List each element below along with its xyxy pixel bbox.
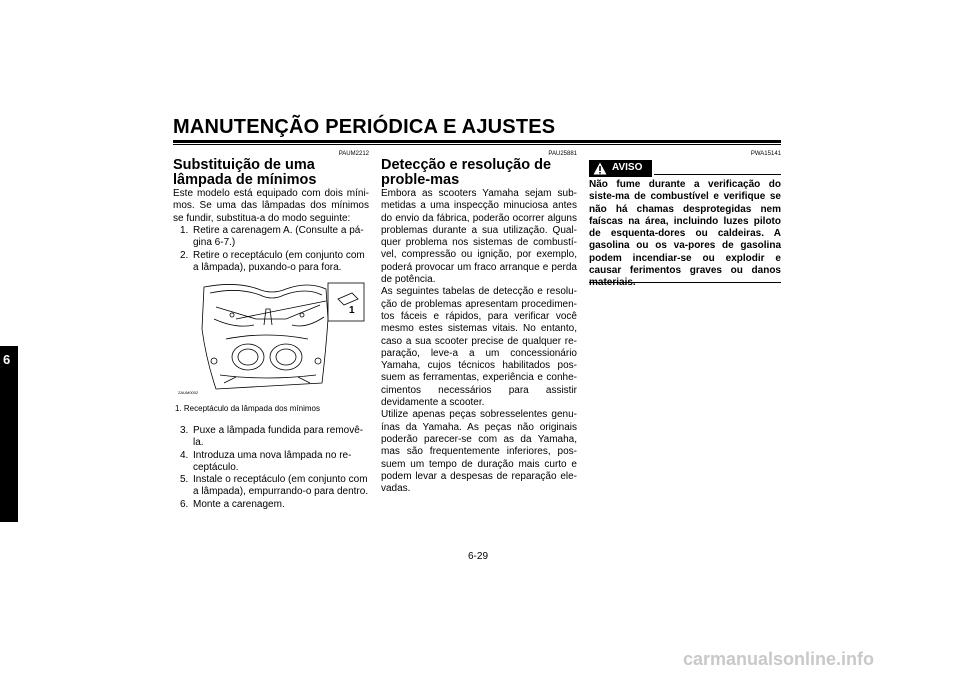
chapter-tab (0, 346, 18, 522)
troubleshooting-text (381, 188, 577, 495)
step-number: 5. (180, 474, 189, 486)
intro-paragraph: Este modelo está equipado com dois míni-mos. Se uma das lâmpadas dos mínimos se fundir, substitua-a do modo seguinte: (173, 188, 369, 224)
warning-label-box (589, 160, 652, 177)
list-item (173, 474, 369, 499)
paragraph: Utilize apenas peças sobresselentes genu-ínas da Yamaha. As peças não originais poderão parecer-se com as da Yamaha, mas são frequentemente inferiores, pos-suem um tempo de duração mais curto e podem levar a despesas de reparação ele-vadas. (381, 409, 577, 495)
header-rule-thin (173, 144, 781, 145)
section-code: PAU25881 (548, 151, 577, 157)
step-number: 2. (180, 249, 189, 261)
list-item (173, 499, 369, 511)
section-heading: Substituição de uma lâmpada de mínimos (173, 157, 317, 188)
warning-triangle-icon (593, 162, 607, 175)
figure-code: ZAUM0002 (178, 390, 199, 395)
figure-callout: 1 (349, 305, 355, 316)
paragraph: Embora as scooters Yamaha sejam sub-metidas a uma inspecção minuciosa antes do envio da fábrica, poderão ocorrer alguns problemas durante a sua utilização. Qual-quer problema nos sistemas de combustí-vel, compressão ou ignição, por exemplo, poderá provocar um fraco arranque e perda de potência. (381, 188, 577, 286)
steps-list-b (173, 425, 369, 511)
figure-caption: 1. Receptáculo da lâmpada dos mínimos (175, 404, 320, 413)
step-number: 3. (180, 425, 189, 436)
list-item (173, 250, 369, 275)
watermark-logo: carmanualsonline.info (683, 649, 875, 669)
step-text: Retire a carenagem A. (Consulte a pá-gina 6-7.) (193, 225, 364, 249)
header-rule (173, 140, 781, 143)
step-text: Retire o receptáculo (em conjunto com a lâmpada), puxando-o para fora. (193, 249, 365, 273)
chapter-number: 6 (3, 352, 11, 367)
front-cowling-drawing (176, 279, 370, 399)
step-text: Puxe a lâmpada fundida para removê-la. (193, 425, 364, 449)
step-number: 4. (180, 449, 189, 461)
page-number: 6-29 (468, 551, 489, 562)
list-item (173, 425, 369, 450)
warning-end-rule (589, 282, 781, 283)
section-code: PWA15141 (750, 151, 781, 157)
step-text: Instale o receptáculo (em conjunto com a lâmpada), empurrando-o para dentro. (193, 474, 369, 498)
paragraph: As seguintes tabelas de detecção e resolu-ção de problemas apresentam procedimen-tos fáceis e rápidos, para verificar você mesmo estes sistemas vitais. No entanto, caso a sua scooter precise de qualquer re-paração, leve-a a um concessionário Yamaha, cujos técnicos habilitados pos-suem as ferramentas, experiência e conhe-cimentos necessários para assistir devidamente a scooter. (381, 286, 577, 409)
list-item (173, 450, 369, 475)
step-number: 1. (180, 225, 189, 236)
headlight-illustration (176, 279, 370, 399)
page-title: MANUTENÇÃO PERIÓDICA E AJUSTES (173, 116, 556, 138)
step-number: 6. (180, 498, 189, 510)
list-item (173, 225, 369, 250)
warning-label: AVISO (612, 162, 643, 173)
section-heading: Detecção e resolução de proble-mas (381, 157, 552, 188)
warning-text: Não fume durante a verificação do siste-ma de combustível e verifique se não há chamas desprotegidas nem faíscas na área, incluindo luzes piloto de esquenta-dores ou caldeiras. A gasolina ou os va-pores de gasolina podem incendiar-se ou explodir e causar ferimentos graves ou danos (589, 179, 781, 277)
steps-list-a (173, 225, 369, 274)
section-code: PAUM2212 (338, 151, 369, 157)
step-text: Monte a carenagem. (193, 498, 285, 510)
step-text: Introduza uma nova lâmpada no re-ceptáculo. (193, 449, 352, 473)
section-intro (173, 188, 369, 225)
warning-rule (654, 174, 781, 175)
